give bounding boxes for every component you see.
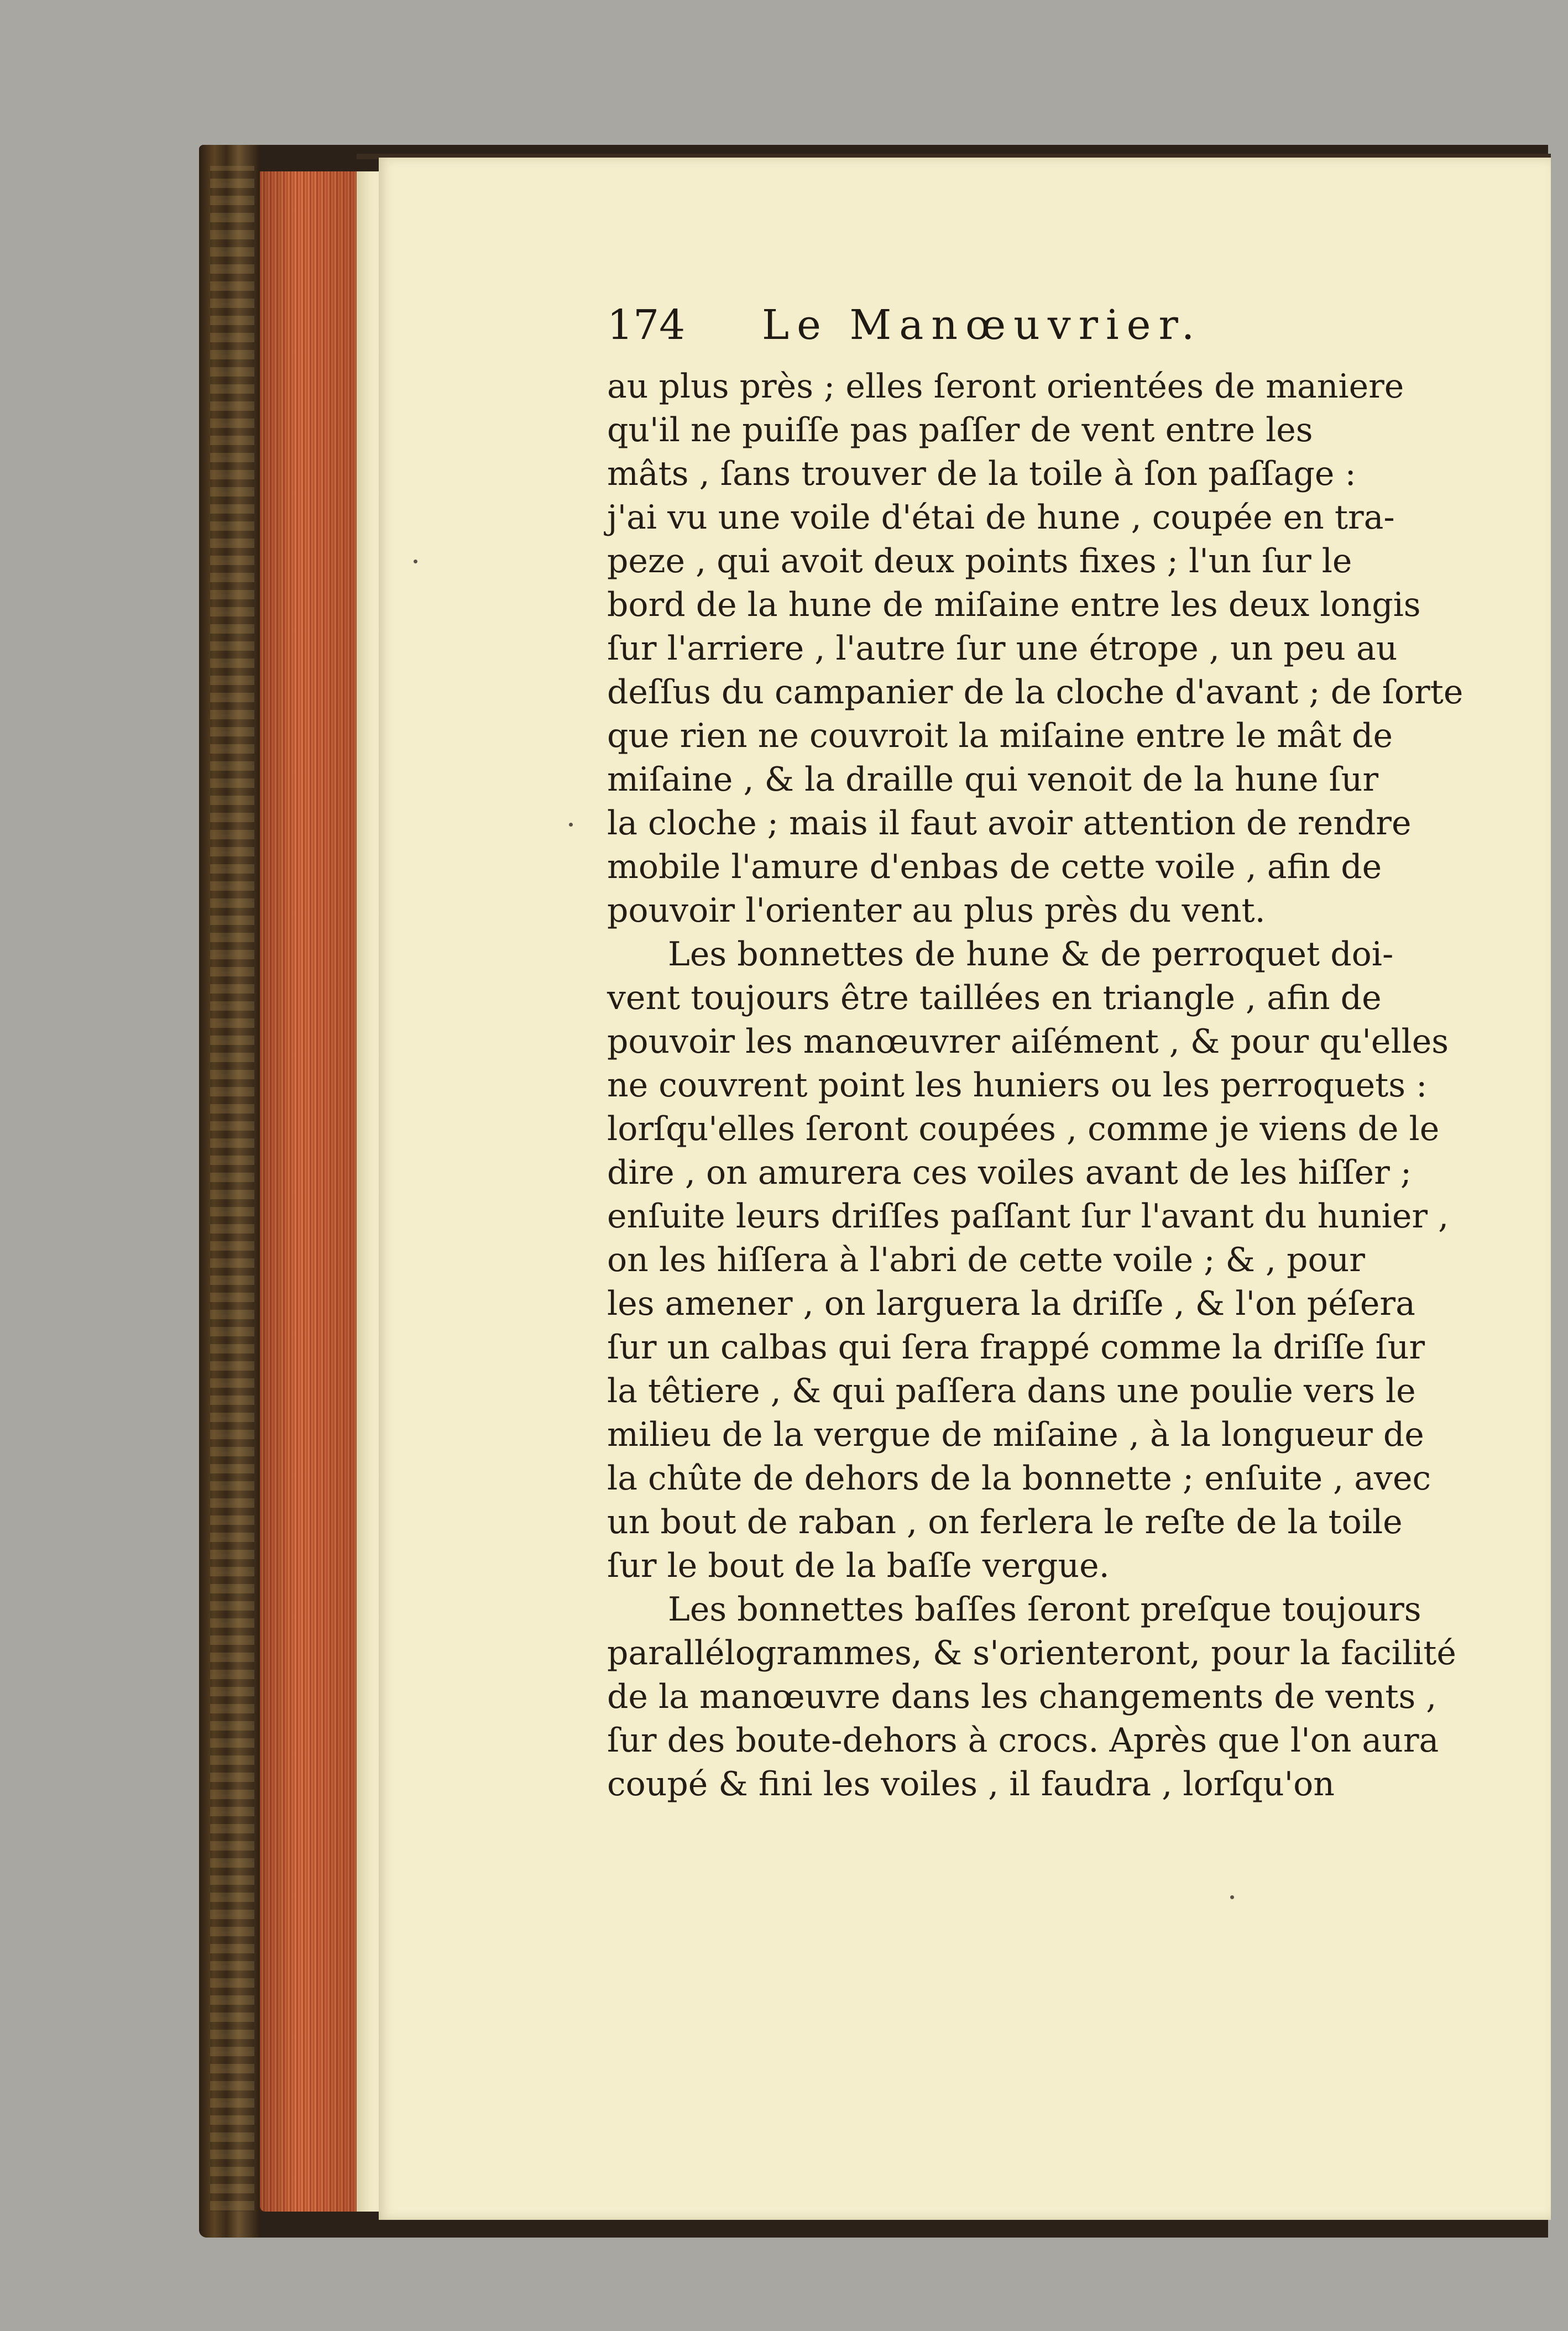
- paper-speck: [414, 560, 417, 563]
- text-line: ſur l'arriere , l'autre ſur une étrope , un peu au: [607, 629, 1398, 668]
- text-line: j'ai vu une voile d'étai de hune , coupée en tra-: [607, 498, 1395, 537]
- text-line: pouvoir les manœuvrer aiſément , & pour qu'elles: [607, 1022, 1449, 1061]
- text-line: Les bonnettes de hune & de perroquet doi-: [668, 935, 1394, 974]
- text-line: mâts , ſans trouver de la toile à ſon paſſage :: [607, 454, 1356, 493]
- text-line: qu'il ne puiſſe pas paſſer de vent entre les: [607, 411, 1313, 450]
- running-title: Le Manœuvrier.: [762, 301, 1203, 349]
- page-number: 174: [607, 301, 686, 349]
- text-line: miſaine , & la draille qui venoit de la hune ſur: [607, 760, 1379, 799]
- text-line: vent toujours être taillées en triangle , afin de: [607, 979, 1382, 1017]
- text-line: la cloche ; mais il faut avoir attention de rendre: [607, 804, 1412, 843]
- text-line: mobile l'amure d'enbas de cette voile , afin de: [607, 848, 1382, 886]
- text-line: un bout de raban , on ferlera le reſte de la toile: [607, 1503, 1403, 1541]
- paragraph: [607, 365, 1503, 933]
- text-line: ne couvrent point les huniers ou les perroquets :: [607, 1066, 1428, 1105]
- text-line: la têtiere , & qui paſſera dans une poulie vers le: [607, 1372, 1416, 1410]
- text-line: on les hiſſera à l'abri de cette voile ; & , pour: [607, 1241, 1365, 1279]
- text-line: parallélogrammes, & s'orienteront, pour la facilité: [607, 1634, 1456, 1673]
- text-line: ſur des boute-dehors à crocs. Après que l'on aura: [607, 1721, 1439, 1760]
- page-gutter: [357, 171, 379, 2212]
- paper-speck: [1230, 1895, 1234, 1899]
- text-line: ſur le bout de la baſſe vergue.: [607, 1546, 1110, 1585]
- text-line: peze , qui avoit deux points fixes ; l'un ſur le: [607, 542, 1352, 581]
- text-line: dire , on amurera ces voiles avant de les hiſſer ;: [607, 1153, 1412, 1192]
- text-line: Les bonnettes baſſes ſeront preſque toujours: [668, 1590, 1421, 1629]
- text-line: de la manœuvre dans les changements de vents ,: [607, 1677, 1437, 1716]
- body-text: [607, 365, 1503, 1806]
- text-line: au plus près ; elles ſeront orientées de maniere: [607, 367, 1404, 406]
- text-line: coupé & fini les voiles , il faudra , lorſqu'on: [607, 1765, 1335, 1804]
- text-line: pouvoir l'orienter au plus près du vent.: [607, 891, 1266, 930]
- text-line: enſuite leurs driſſes paſſant ſur l'avant du hunier ,: [607, 1197, 1449, 1236]
- paper-speck: [569, 823, 573, 827]
- text-line: bord de la hune de miſaine entre les deux longis: [607, 586, 1421, 624]
- paragraph: [607, 933, 1503, 1588]
- page-edges-shade: [260, 171, 357, 2212]
- text-line: lorſqu'elles ſeront coupées , comme je viens de le: [607, 1110, 1440, 1148]
- paragraph: [607, 1588, 1503, 1806]
- cover-texture: [210, 166, 254, 2212]
- text-line: la chûte de dehors de la bonnette ; enſuite , avec: [607, 1459, 1431, 1498]
- text-line: milieu de la vergue de miſaine , à la longueur de: [607, 1415, 1424, 1454]
- text-line: que rien ne couvroit la miſaine entre le mât de: [607, 717, 1393, 755]
- text-line: les amener , on larguera la driſſe , & l'on péſera: [607, 1284, 1415, 1323]
- page-header: [607, 301, 1381, 362]
- text-line: ſur un calbas qui ſera frappé comme la driſſe ſur: [607, 1328, 1425, 1367]
- text-line: deſſus du campanier de la cloche d'avant ; de ſorte: [607, 673, 1464, 712]
